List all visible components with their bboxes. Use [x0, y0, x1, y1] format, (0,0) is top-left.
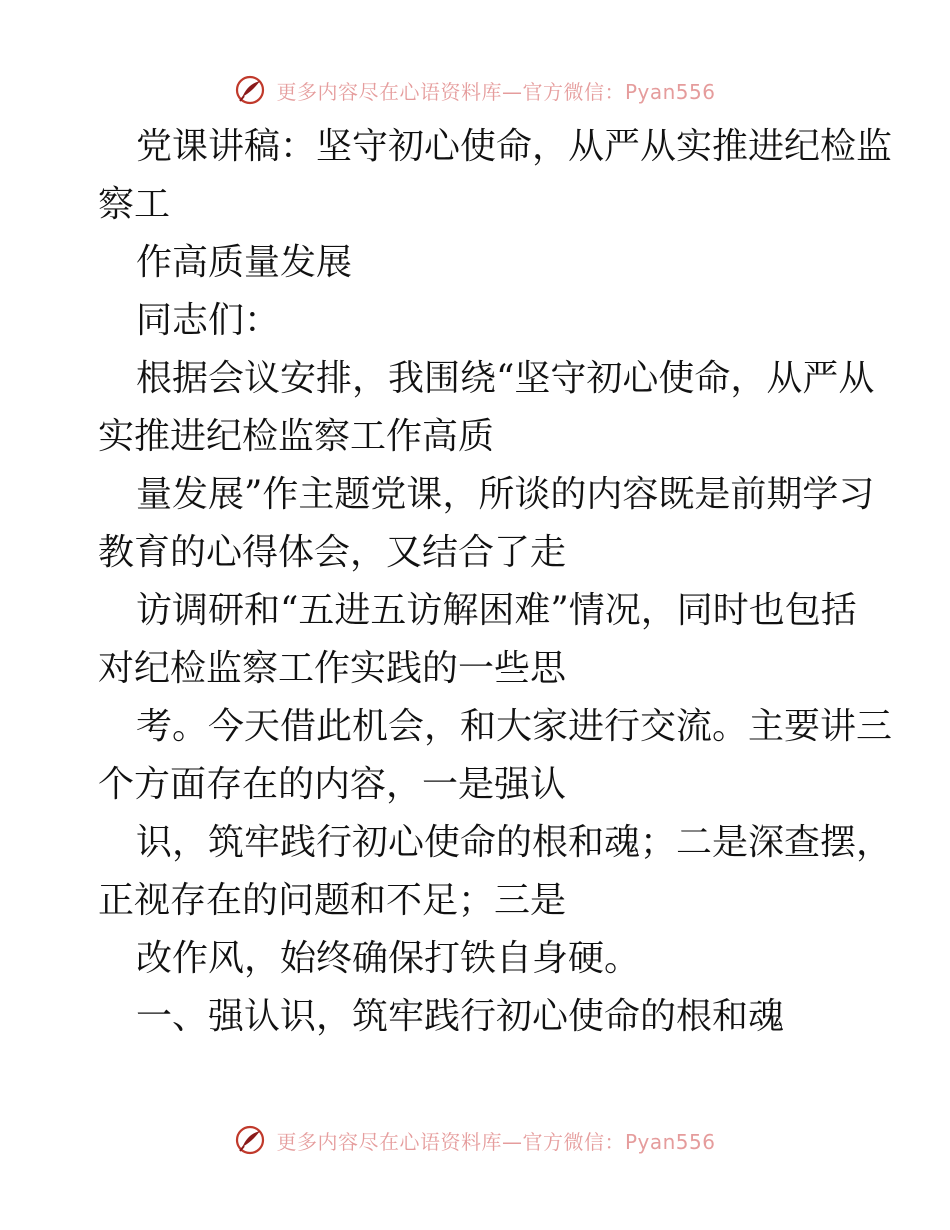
- section-heading: 一、强认识，筑牢践行初心使命的根和魂: [136, 996, 785, 1037]
- paragraph-line: 正视存在的问题和不足；三是: [98, 880, 567, 921]
- title-line-1: 党课讲稿：坚守初心使命，从严从实推进纪检监: [136, 126, 893, 167]
- title-line-2: 察工: [98, 184, 171, 225]
- header-watermark: [0, 70, 950, 110]
- paragraph-line: 对纪检监察工作实践的一些思: [98, 648, 567, 689]
- paragraph-line: 考。今天借此机会，和大家进行交流。主要讲三: [136, 706, 893, 747]
- paragraph-line: 量发展”作主题党课，所谈的内容既是前期学习: [136, 474, 875, 515]
- paragraph-line: 识，筑牢践行初心使命的根和魂；二是深查摆，: [136, 822, 893, 863]
- feather-logo-icon: [234, 74, 266, 106]
- paragraph-line: 个方面存在的内容，一是强认: [98, 764, 567, 805]
- paragraph-line: 教育的心得体会，又结合了走: [98, 532, 567, 573]
- paragraph-line: 根据会议安排，我围绕“坚守初心使命，从严从: [136, 358, 875, 399]
- title-line-3: 作高质量发展: [136, 242, 353, 283]
- document-body: [98, 118, 893, 1046]
- paragraph-line: 改作风，始终确保打铁自身硬。: [136, 938, 641, 979]
- paragraph-line: 访调研和“五进五访解困难”情况，同时也包括: [136, 590, 857, 631]
- watermark-text: 更多内容尽在心语资料库—官方微信：Pyan556: [276, 1129, 716, 1154]
- watermark-text: 更多内容尽在心语资料库—官方微信：Pyan556: [276, 79, 716, 104]
- salutation: 同志们：: [136, 300, 281, 341]
- feather-logo-icon: [234, 1124, 266, 1156]
- footer-watermark: [0, 1120, 950, 1160]
- paragraph-line: 实推进纪检监察工作高质: [98, 416, 495, 457]
